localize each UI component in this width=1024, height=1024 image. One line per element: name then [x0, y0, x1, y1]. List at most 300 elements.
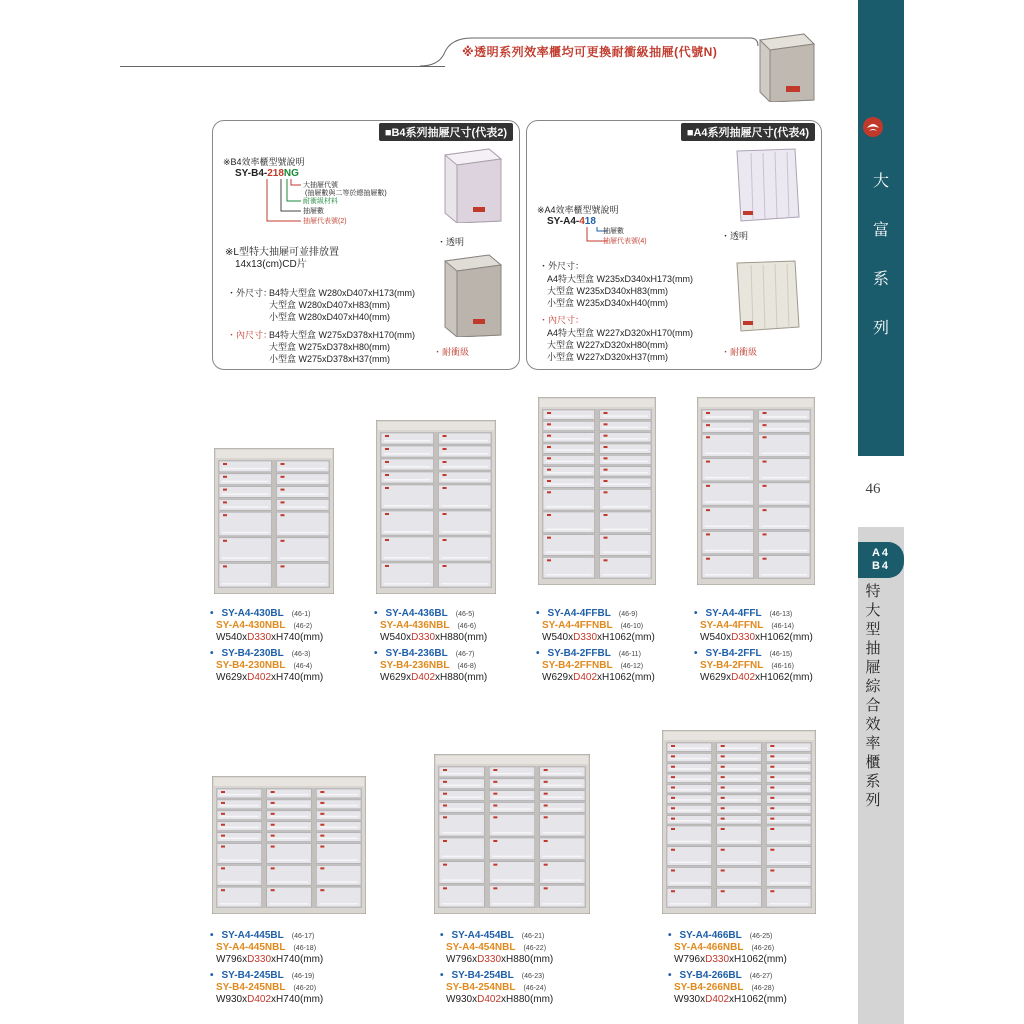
dimensions	[216, 672, 323, 684]
dim-depth: D330	[247, 954, 272, 965]
model-row	[210, 970, 323, 982]
drawer	[439, 779, 484, 789]
series-char: 系	[872, 269, 889, 288]
dim-height: xH880(mm)	[435, 672, 488, 683]
title-char: 櫃	[865, 753, 881, 771]
model-row	[440, 982, 553, 994]
drawer	[316, 833, 361, 842]
catalog-ref: (46-23)	[521, 973, 545, 980]
drawer	[543, 421, 595, 430]
dim-height: xH1062(mm)	[597, 672, 655, 683]
product-spec-block	[440, 930, 553, 1006]
title-char: 抽	[865, 639, 881, 657]
bullet: •	[536, 608, 540, 619]
drawer	[217, 811, 262, 820]
catalog-ref: (46-28)	[751, 985, 775, 992]
drawer	[543, 433, 595, 442]
bullet: •	[210, 608, 214, 619]
catalog-ref: (46-20)	[293, 985, 317, 992]
dimensions-row	[210, 632, 323, 644]
model-name: SY-B4-245NBL	[216, 982, 286, 993]
drawer	[316, 800, 361, 809]
drawer	[217, 833, 262, 842]
model-name: SY-B4-230BL	[221, 648, 284, 659]
model-prefix: SY-B4-	[235, 168, 268, 179]
drawer	[439, 472, 492, 483]
catalog-ref: (46-14)	[771, 623, 794, 630]
dim-height: xH1062(mm)	[729, 954, 787, 965]
clear-label: ・透明	[721, 231, 749, 241]
dim-width: W796x	[216, 954, 248, 965]
drawer	[766, 753, 811, 761]
catalog-ref: (46-26)	[751, 945, 775, 952]
model-code-part: 4	[579, 216, 585, 227]
title-char: 特	[865, 582, 881, 600]
dimensions-row	[440, 954, 553, 966]
drawer	[267, 789, 312, 798]
cabinet-illustration	[376, 420, 496, 594]
dimensions	[216, 954, 323, 966]
drawer	[489, 791, 534, 801]
drawer	[267, 800, 312, 809]
inner-size-line: 小型盒 W227xD320xH37(mm)	[547, 352, 669, 362]
dimensions-row	[374, 672, 487, 684]
drawer	[489, 779, 534, 789]
model-name: SY-B4-266BL	[679, 970, 742, 981]
series-char: 富	[872, 220, 889, 239]
bullet: •	[374, 608, 378, 619]
model-row	[210, 648, 323, 660]
bullet: •	[694, 608, 698, 619]
inner-size-line: B4特大型盒 W275xD378xH170(mm)	[269, 330, 416, 340]
model-row	[694, 660, 813, 672]
model-name: SY-A4-4FFNBL	[542, 620, 613, 631]
outer-size-label: ・外尺寸：	[539, 261, 585, 271]
drawer	[766, 785, 811, 793]
drawer	[381, 446, 434, 457]
bullet: •	[210, 930, 214, 941]
drawer	[600, 478, 652, 487]
inner-size-line: 大型盒 W227xD320xH80(mm)	[547, 340, 669, 350]
size-tab-line: A4	[871, 547, 891, 559]
drawer	[219, 461, 272, 472]
drawer	[489, 767, 534, 777]
catalog-ref: (46-4)	[293, 663, 313, 670]
drawer	[489, 803, 534, 813]
clear-drawer-illustration	[439, 147, 505, 223]
model-code-part: 18	[584, 216, 596, 227]
header-rule	[120, 66, 445, 67]
inner-size-line: 大型盒 W275xD378xH80(mm)	[269, 342, 391, 352]
dim-height: xH740(mm)	[271, 994, 324, 1005]
model-name: SY-B4-236NBL	[380, 660, 450, 671]
drawer	[766, 805, 811, 813]
dim-width: W930x	[216, 994, 248, 1005]
model-row	[440, 970, 553, 982]
model-row	[694, 608, 813, 620]
drawer	[667, 785, 712, 793]
model-name: SY-A4-466NBL	[674, 942, 744, 953]
bullet: •	[374, 648, 378, 659]
model-legend-tree	[263, 179, 303, 229]
legend-item: 抽屜數	[303, 208, 324, 215]
model-code-example	[547, 216, 596, 227]
drawer	[600, 467, 652, 476]
drawer	[717, 785, 762, 793]
dim-height: xH880(mm)	[435, 632, 488, 643]
catalog-ref: (46-25)	[749, 933, 773, 940]
dim-height: xH740(mm)	[271, 672, 324, 683]
impact-drawer-illustration	[752, 30, 818, 102]
model-row	[440, 930, 553, 942]
catalog-ref: (46-21)	[521, 933, 545, 940]
model-row	[536, 608, 655, 620]
brand-logo-icon	[862, 116, 884, 138]
model-row	[210, 608, 323, 620]
dimensions	[674, 954, 787, 966]
outer-size-line: B4特大型盒 W280xD407xH173(mm)	[269, 288, 416, 298]
model-name: SY-A4-430BL	[221, 608, 284, 619]
outer-size-line: 大型盒 W235xD340xH83(mm)	[547, 286, 669, 296]
catalog-ref: (46-10)	[620, 623, 644, 630]
drawer	[717, 795, 762, 803]
dim-depth: D330	[731, 632, 756, 643]
dim-depth: D330	[705, 954, 730, 965]
drawer	[600, 433, 652, 442]
dim-width: W629x	[542, 672, 574, 683]
drawer	[381, 459, 434, 470]
drawer	[540, 779, 585, 789]
dimensions-row	[668, 994, 787, 1006]
dim-width: W629x	[380, 672, 412, 683]
catalog-ref: (46-15)	[769, 651, 793, 658]
dim-width: W540x	[700, 632, 732, 643]
drawer	[766, 764, 811, 772]
title-char: 屜	[865, 658, 881, 676]
cabinet-illustration	[538, 397, 656, 585]
bullet: •	[668, 930, 672, 941]
outer-size-line: 大型盒 W280xD407xH83(mm)	[269, 300, 391, 310]
bullet: •	[210, 970, 214, 981]
drawer	[667, 753, 712, 761]
model-row	[440, 942, 553, 954]
title-char: 型	[865, 620, 881, 638]
title-char: 系	[865, 772, 881, 790]
drawer	[543, 478, 595, 487]
drawer	[277, 487, 330, 498]
model-name: SY-A4-466BL	[679, 930, 742, 941]
drawer	[219, 499, 272, 510]
dim-height: xH1062(mm)	[755, 672, 813, 683]
section-vertical-title	[858, 582, 888, 810]
cabinet-illustration	[662, 730, 816, 914]
catalog-ref: (46-16)	[771, 663, 794, 670]
dim-width: W796x	[674, 954, 706, 965]
catalog-ref: (46-9)	[618, 611, 638, 618]
drawer	[277, 499, 330, 510]
model-row	[210, 620, 323, 632]
model-name: SY-A4-4FFL	[705, 608, 762, 619]
model-name: SY-B4-266NBL	[674, 982, 744, 993]
title-char: 大	[865, 601, 881, 619]
dim-width: W540x	[380, 632, 412, 643]
impact-label: ・耐衝級	[721, 347, 758, 357]
model-caption: ※B4效率櫃型號說明	[223, 157, 305, 167]
drawer	[439, 767, 484, 777]
outer-size-label: ・外尺寸：	[227, 288, 273, 298]
title-char: 合	[865, 696, 881, 714]
title-char: 率	[865, 734, 881, 752]
model-name: SY-B4-236BL	[385, 648, 448, 659]
size-tab-line: B4	[871, 560, 891, 572]
model-row	[374, 608, 487, 620]
catalog-ref: (46-1)	[291, 611, 311, 618]
catalog-ref: (46-19)	[291, 973, 315, 980]
dimensions	[542, 632, 655, 644]
drawer	[439, 791, 484, 801]
model-row	[536, 620, 655, 632]
legend-item: 抽屜數	[603, 228, 624, 235]
bullet: •	[440, 970, 444, 981]
drawer	[267, 833, 312, 842]
inner-size-label: ・內尺寸：	[227, 330, 273, 340]
dim-height: xH880(mm)	[501, 954, 554, 965]
drawer	[759, 422, 811, 432]
dimensions	[380, 672, 487, 684]
product-spec-block	[210, 608, 323, 684]
drawer	[277, 474, 330, 485]
model-prefix: SY-A4-	[547, 216, 580, 227]
catalog-ref: (46-24)	[523, 985, 547, 992]
drawer	[717, 764, 762, 772]
bullet: •	[210, 648, 214, 659]
dim-depth: D402	[247, 994, 272, 1005]
dim-depth: D330	[573, 632, 598, 643]
drawer	[766, 795, 811, 803]
model-row	[210, 660, 323, 672]
catalog-ref: (46-12)	[620, 663, 644, 670]
product-spec-block	[536, 608, 655, 684]
dimensions-row	[536, 672, 655, 684]
model-code-example	[235, 168, 299, 179]
dim-depth: D402	[705, 994, 730, 1005]
dim-height: xH880(mm)	[501, 994, 554, 1005]
dimensions-row	[210, 994, 323, 1006]
dimensions	[216, 632, 323, 644]
model-name: SY-A4-454BL	[451, 930, 514, 941]
dimensions	[446, 994, 553, 1006]
model-name: SY-B4-2FFNL	[700, 660, 764, 671]
catalog-ref: (46-22)	[523, 945, 547, 952]
catalog-ref: (46-5)	[455, 611, 475, 618]
drawer	[316, 822, 361, 831]
drawer	[717, 753, 762, 761]
drawer	[717, 774, 762, 782]
dimensions-row	[694, 672, 813, 684]
model-row	[668, 942, 787, 954]
dim-depth: D402	[247, 672, 272, 683]
clear-label: ・透明	[437, 237, 465, 247]
dimensions-row	[536, 632, 655, 644]
panel-title: ■B4系列抽屜尺寸(代表2)	[379, 123, 513, 141]
dimensions	[700, 632, 813, 644]
drawer	[600, 444, 652, 453]
model-name: SY-A4-445BL	[221, 930, 284, 941]
dim-depth: D330	[411, 632, 436, 643]
model-code-part: G	[291, 168, 299, 179]
drawer	[667, 774, 712, 782]
model-row	[210, 930, 323, 942]
drawer	[217, 789, 262, 798]
drawer	[667, 743, 712, 751]
dim-depth: D402	[411, 672, 436, 683]
dim-height: xH740(mm)	[271, 632, 324, 643]
model-name: SY-A4-445NBL	[216, 942, 286, 953]
dimensions-row	[440, 994, 553, 1006]
series-char: 大	[872, 171, 889, 190]
bullet: •	[440, 930, 444, 941]
dim-width: W796x	[446, 954, 478, 965]
catalog-ref: (46-3)	[291, 651, 311, 658]
dim-depth: D330	[247, 632, 272, 643]
drawer	[543, 410, 595, 419]
dimensions-row	[210, 672, 323, 684]
model-name: SY-A4-4FFNL	[700, 620, 764, 631]
drawer	[600, 410, 652, 419]
catalog-ref: (46-18)	[293, 945, 317, 952]
model-code-part: 2	[267, 168, 273, 179]
model-name: SY-A4-430NBL	[216, 620, 286, 631]
series-vertical-label	[858, 168, 904, 338]
outer-size-line: A4特大型盒 W235xD340xH173(mm)	[547, 274, 694, 284]
dimensions	[380, 632, 487, 644]
title-char: 列	[865, 791, 881, 809]
bullet: •	[668, 970, 672, 981]
drawer	[766, 743, 811, 751]
drawer	[439, 803, 484, 813]
series-char: 列	[872, 318, 889, 337]
drawer	[540, 791, 585, 801]
model-name: SY-B4-2FFL	[705, 648, 762, 659]
dimensions-row	[374, 632, 487, 644]
catalog-ref: (46-6)	[457, 623, 477, 630]
inner-size-line: 小型盒 W275xD378xH37(mm)	[269, 354, 391, 364]
cabinet-illustration	[697, 397, 815, 585]
dim-depth: D402	[477, 994, 502, 1005]
dim-depth: D402	[731, 672, 756, 683]
dimensions	[674, 994, 787, 1006]
drawer	[600, 421, 652, 430]
bullet: •	[536, 648, 540, 659]
model-name: SY-A4-436BL	[385, 608, 448, 619]
model-row	[668, 930, 787, 942]
model-row	[374, 648, 487, 660]
dim-width: W930x	[446, 994, 478, 1005]
drawer	[540, 803, 585, 813]
drawer	[667, 805, 712, 813]
legend-item: 耐衝級材料	[303, 198, 338, 205]
impact-drawer-illustration	[439, 253, 505, 337]
drawer	[543, 444, 595, 453]
catalog-ref: (46-27)	[749, 973, 773, 980]
model-name: SY-B4-2FFNBL	[542, 660, 613, 671]
legend-item: 抽屜代表號(4)	[603, 238, 647, 245]
impact-label: ・耐衝級	[433, 347, 470, 357]
l-drawer-note: ※L型特大抽屜可並排放置	[225, 247, 339, 258]
dimensions-row	[694, 632, 813, 644]
dimensions	[542, 672, 655, 684]
model-name: SY-A4-454NBL	[446, 942, 516, 953]
model-row	[374, 620, 487, 632]
bullet: •	[694, 648, 698, 659]
dimensions	[446, 954, 553, 966]
drawer	[667, 764, 712, 772]
dim-height: xH740(mm)	[271, 954, 324, 965]
dimensions-row	[668, 954, 787, 966]
drawer	[219, 487, 272, 498]
inner-size-label: ・內尺寸：	[539, 315, 585, 325]
header-note: ※透明系列效率櫃均可更換耐衝級抽屜(代號N)	[462, 45, 718, 59]
cabinet-illustration	[214, 448, 334, 594]
catalog-ref: (46-2)	[293, 623, 313, 630]
outer-size-line: 小型盒 W280xD407xH40(mm)	[269, 312, 391, 322]
model-row	[210, 942, 323, 954]
panel-title: ■A4系列抽屜尺寸(代表4)	[681, 123, 815, 141]
dim-width: W629x	[700, 672, 732, 683]
a4-drawer-spec-panel	[526, 120, 822, 370]
dim-width: W930x	[674, 994, 706, 1005]
page-number: 46	[865, 481, 881, 497]
product-spec-block	[374, 608, 487, 684]
model-row	[210, 982, 323, 994]
cabinet-illustration	[434, 754, 590, 914]
drawer	[766, 774, 811, 782]
clear-drawer-illustration	[733, 147, 803, 223]
drawer	[759, 410, 811, 420]
legend-item: 抽屜代表號(2)	[303, 218, 347, 225]
catalog-ref: (46-17)	[291, 933, 315, 940]
dimensions-row	[210, 954, 323, 966]
drawer	[381, 433, 434, 444]
drawer	[717, 743, 762, 751]
legend-item: (抽屜數與二等於總抽屜數)	[305, 190, 387, 197]
model-code-part: 18	[272, 168, 284, 179]
drawer	[766, 816, 811, 824]
model-row	[374, 660, 487, 672]
outer-size-line: 小型盒 W235xD340xH40(mm)	[547, 298, 669, 308]
catalog-ref: (46-8)	[457, 663, 477, 670]
dim-width: W629x	[216, 672, 248, 683]
drawer	[717, 816, 762, 824]
model-row	[668, 970, 787, 982]
catalog-ref: (46-13)	[769, 611, 793, 618]
product-spec-block	[694, 608, 813, 684]
drawer	[439, 446, 492, 457]
model-caption: ※A4效率櫃型號說明	[537, 205, 619, 215]
drawer	[277, 461, 330, 472]
model-name: SY-A4-436NBL	[380, 620, 450, 631]
dim-width: W540x	[216, 632, 248, 643]
drawer	[717, 805, 762, 813]
l-drawer-note: 14x13(cm)CD片	[235, 259, 307, 270]
title-char: 效	[865, 715, 881, 733]
drawer	[217, 822, 262, 831]
legend-item: 大抽屜代號	[303, 182, 338, 189]
model-name: SY-B4-254BL	[451, 970, 514, 981]
drawer	[267, 822, 312, 831]
inner-size-line: A4特大型盒 W227xD320xH170(mm)	[547, 328, 694, 338]
model-name: SY-B4-254NBL	[446, 982, 516, 993]
